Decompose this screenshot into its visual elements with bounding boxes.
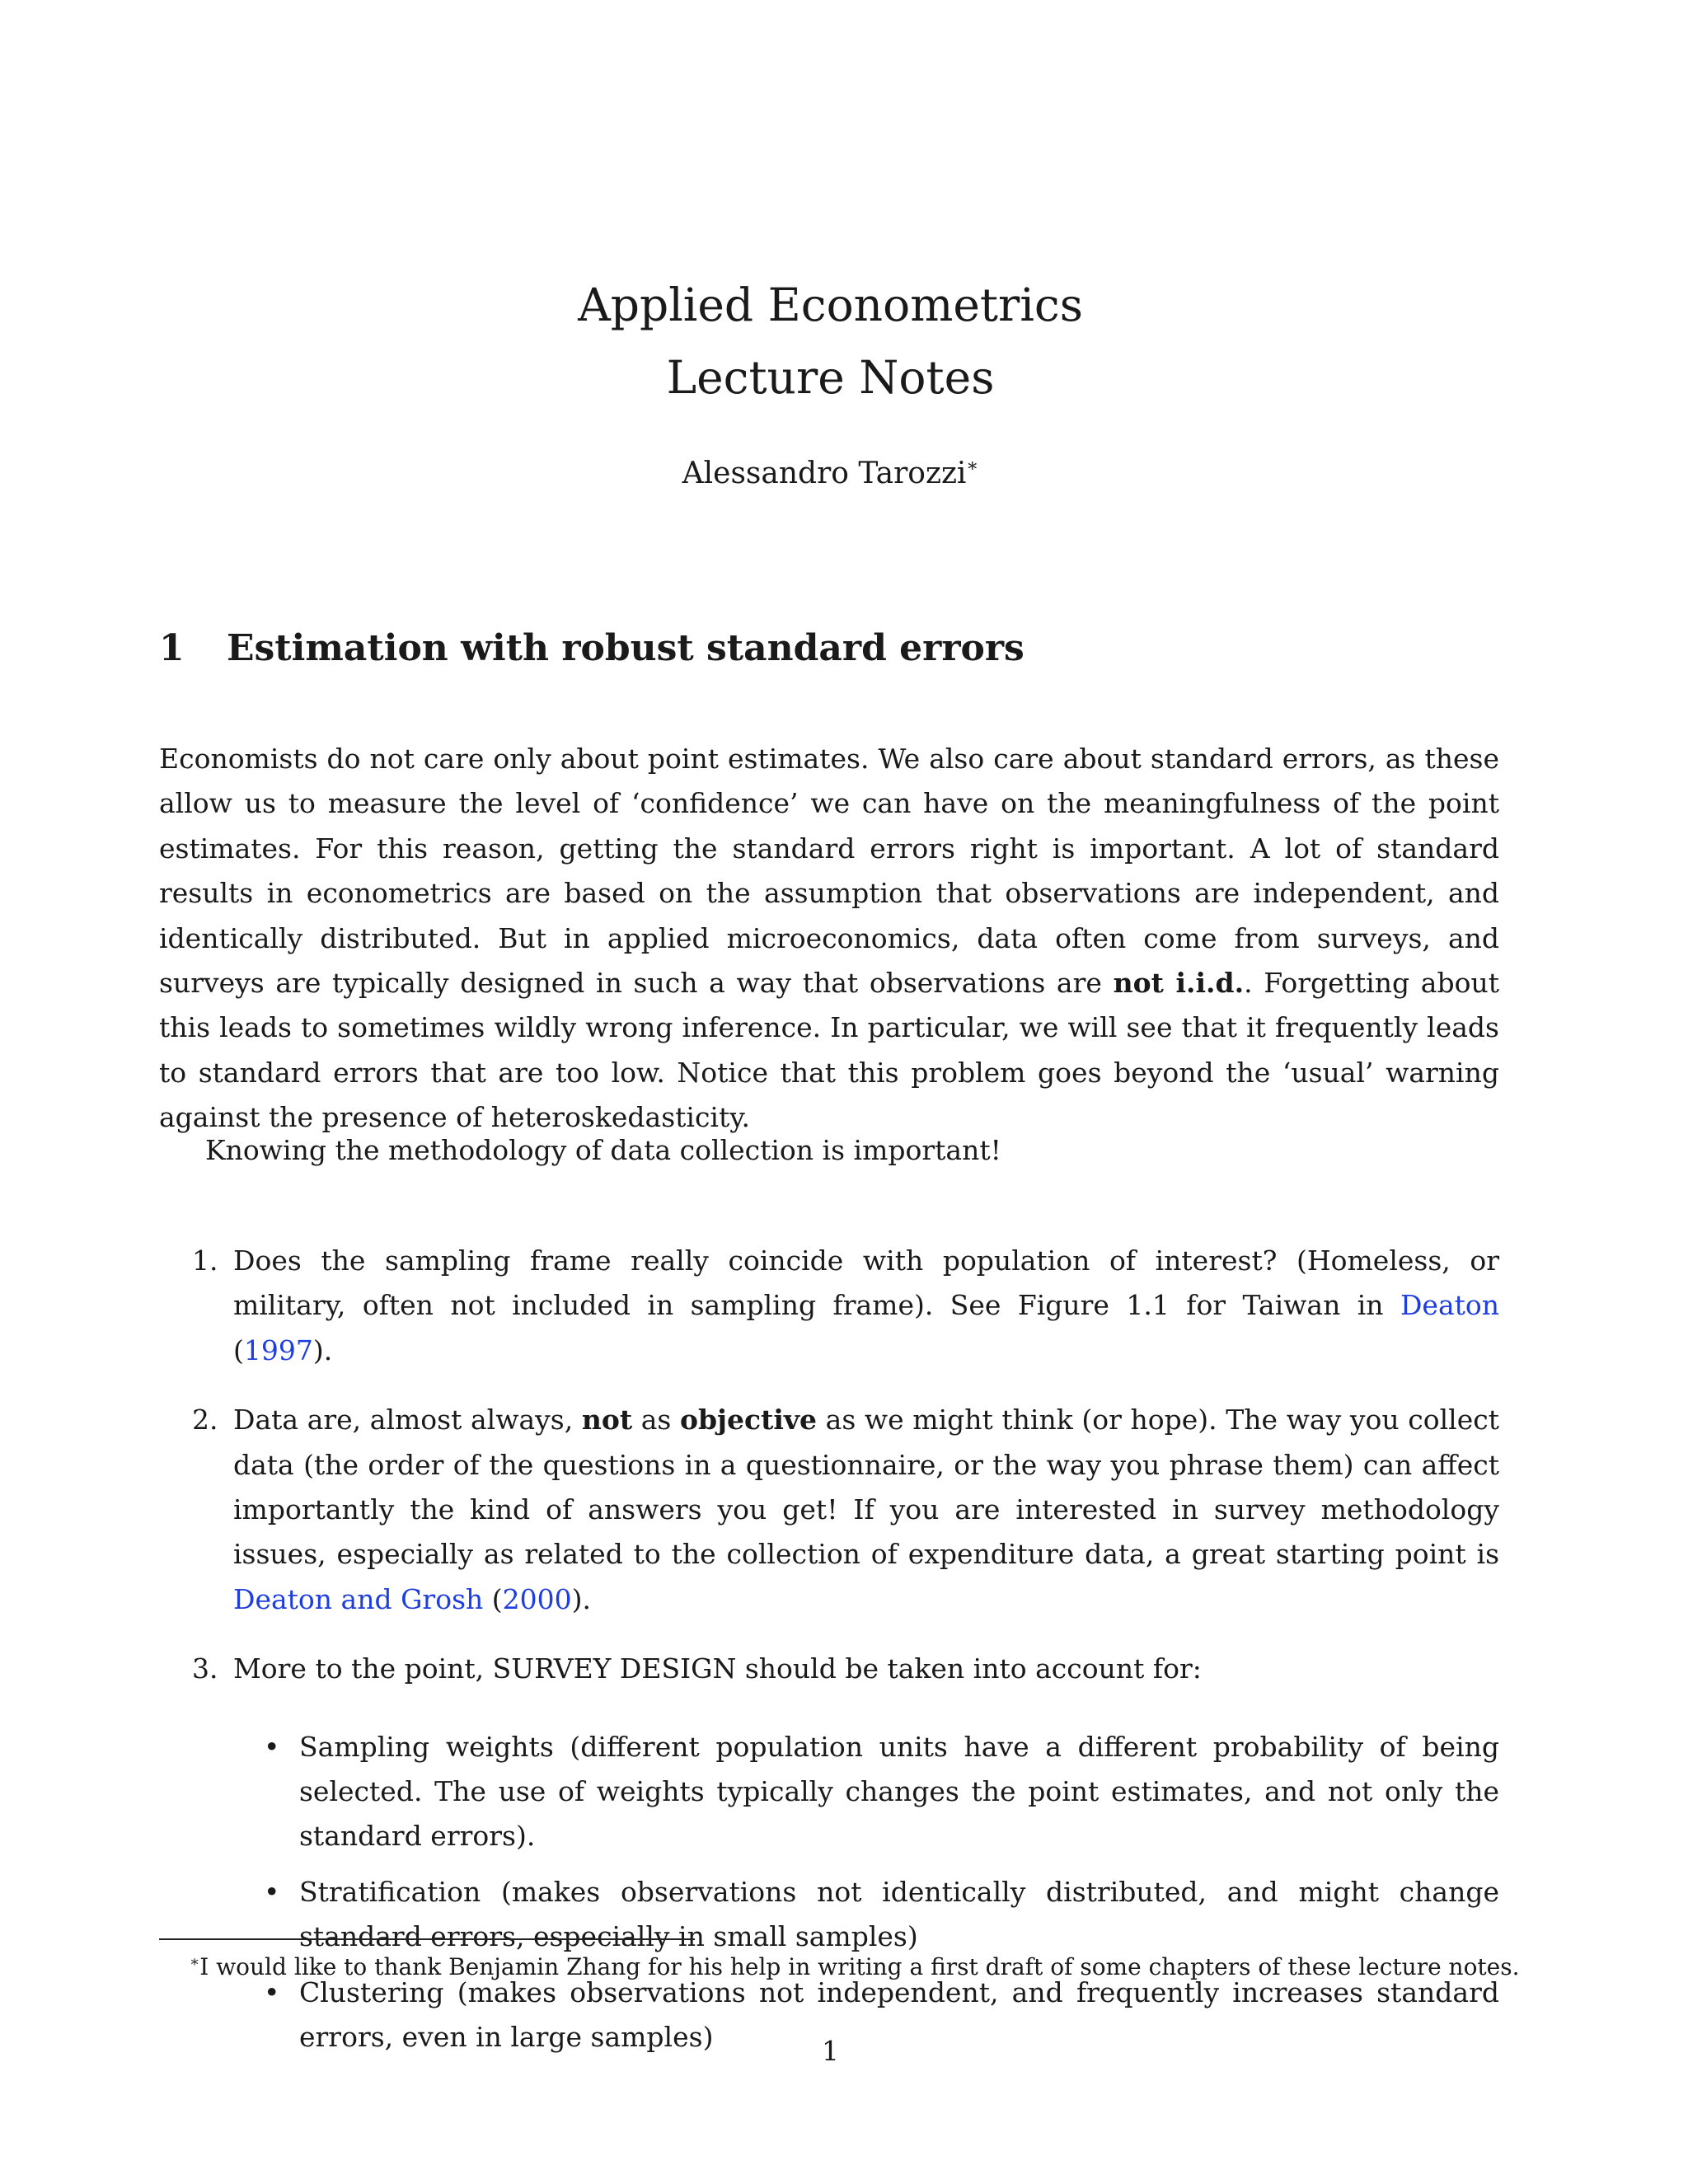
bullet-icon: • — [264, 1730, 280, 1763]
bullet-text: Clustering (makes observations not independent, and frequently increases standard errors, even in large samples) — [299, 1975, 1499, 2054]
page-number: 1 — [822, 2035, 839, 2067]
title-line-2: Lecture Notes — [666, 351, 995, 404]
footnote-mark: ∗ — [190, 1953, 200, 1971]
list-item-1 — [159, 1239, 1499, 1373]
paragraph-intro-text-2: . Forgetting about this leads to sometimes wildly wrong inference. In particular, we will see that it frequently leads to standard errors that are too low. Notice that this problem goes beyond the ‘usual’ warning against the presence of heteroskedasticity. — [159, 967, 1499, 1134]
bullet-text: Stratification (makes observations not identically distributed, and might change standard errors, especially in small samples) — [299, 1875, 1499, 1953]
author-footnote-mark[interactable]: ∗ — [966, 456, 979, 476]
list-marker-2: 2. — [192, 1404, 218, 1436]
list-item-2-text-3: as we might think (or hope). The way you collect data (the order of the questions in a questionnaire, or the way you phrase them) can affect importantly the kind of answers you get! If you are interested in survey methodology issues, especially as related to the collection of expenditure data, a great starting point is — [233, 1404, 1499, 1571]
title-line-1: Applied Econometrics — [578, 279, 1083, 331]
bullet-text: Sampling weights (different population units have a different probability of being selected. The use of weights typically changes the point estimates, and not only the standard errors). — [299, 1730, 1499, 1853]
author — [0, 445, 1661, 495]
list-item-2-bold-not: not — [581, 1404, 633, 1436]
paragraph-intro-text-1: Economists do not care only about point estimates. We also care about standard errors, as these allow us to measure the level of ‘confidence’ we can have on the meaningfulness of the point estimates. For this reason, getting the standard errors right is important. A lot of standard results in econometrics are based on the assumption that observations are independent, and identically distributed. But in applied microeconomics, data often come from surveys, and surveys are typically designed in such a way that observations are — [159, 743, 1499, 1000]
bullet-item-sampling-weights — [233, 1725, 1499, 1859]
section-number: 1 — [159, 627, 185, 669]
citation-deaton-grosh-author[interactable]: Deaton and Grosh — [233, 1582, 484, 1615]
author-name: Alessandro Tarozzi — [682, 457, 967, 490]
list-item-1-text: Does the sampling frame really coincide with population of interest? (Homeless, or military, often not included in sampling frame). See Figure 1.1 for Taiwan in — [233, 1244, 1499, 1322]
footnote-text: I would like to thank Benjamin Zhang for his help in writing a first draft of some chapters of these lecture notes. — [199, 1953, 1520, 1980]
list-item-2-text-2: as — [632, 1404, 680, 1436]
list-item-2-text-1: Data are, almost always, — [233, 1404, 582, 1436]
citation-deaton-year[interactable]: 1997 — [243, 1333, 313, 1366]
list-marker-3: 3. — [192, 1652, 218, 1685]
list-marker-1: 1. — [192, 1244, 218, 1277]
bullet-icon: • — [264, 1975, 280, 2008]
bullet-icon: • — [264, 1875, 280, 1908]
section-heading — [159, 620, 1025, 677]
list-item-3-text: More to the point, SURVEY DESIGN should be taken into account for: — [233, 1652, 1202, 1685]
paragraph-methodology: Knowing the methodology of data collection is important! — [205, 1134, 1001, 1166]
citation-deaton-grosh-year[interactable]: 2000 — [502, 1582, 572, 1615]
citation-deaton-grosh-open: ( — [483, 1582, 503, 1615]
citation-deaton-open: ( — [233, 1333, 244, 1366]
paragraph-intro-bold: not i.i.d. — [1113, 967, 1245, 1000]
bullet-list — [233, 1725, 1499, 2060]
list-item-2-bold-objective: objective — [679, 1404, 818, 1436]
document-title — [0, 269, 1661, 414]
list-item-3 — [159, 1647, 1499, 2060]
citation-deaton-grosh-close: ). — [571, 1582, 592, 1615]
section-title: Estimation with robust standard errors — [227, 627, 1025, 669]
footnote — [190, 1945, 1520, 1985]
citation-deaton-close: ). — [312, 1333, 333, 1366]
citation-deaton-author[interactable]: Deaton — [1400, 1289, 1499, 1322]
paragraph-intro — [159, 737, 1499, 1141]
footnote-divider — [159, 1938, 695, 1940]
list-item-2 — [159, 1398, 1499, 1622]
